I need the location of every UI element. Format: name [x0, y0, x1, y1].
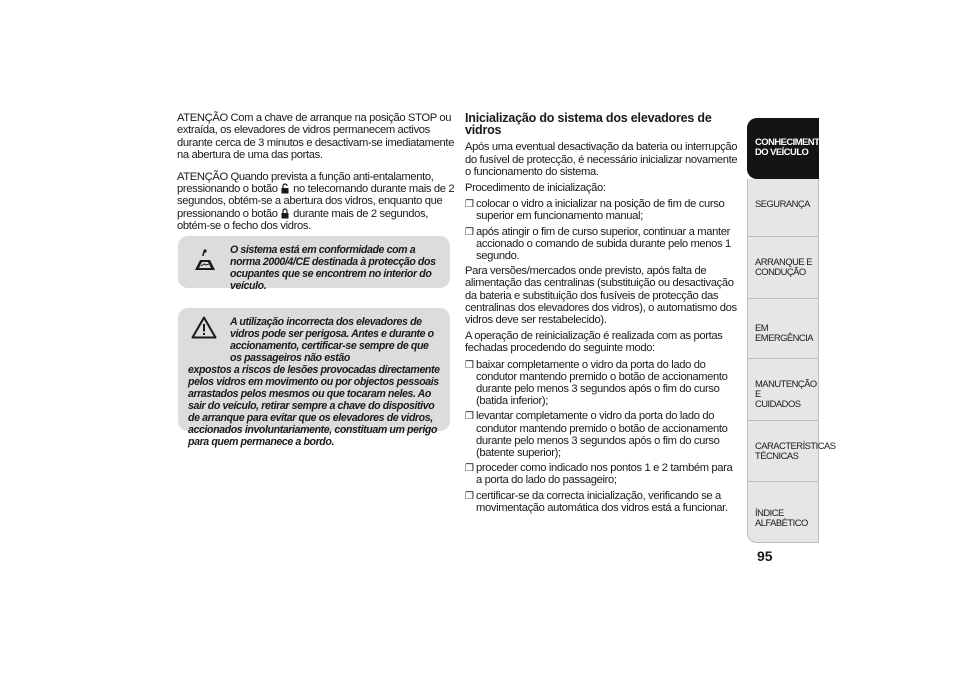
tab-seguranca[interactable]	[747, 179, 819, 237]
bullet-icon: ❒	[465, 463, 474, 475]
warning-triangle-icon	[191, 316, 217, 339]
tab-label: CONDUÇÃO	[755, 266, 806, 277]
attention-text-b: no telecomando durante mais de 2 segundos, obtém-se a abertura dos vidros, enquanto que pressionando o botão	[177, 183, 455, 220]
bullet-icon: ❒	[465, 359, 474, 371]
intro-paragraph: Após uma eventual desactivação da bateria ou interrupção do fusível de protecção, é necessário inicializar novamente o funcionamento do sistema.	[465, 141, 738, 178]
warning-note-text-rest: expostos a riscos de lesões provocadas directamente pelos vidros em movimento ou por objectos pessoais arrastados pelos mesmos ou que tocaram neles. Ao sair do veículo, retirar sempre a chave do dispositivo de arranque para evitar que os elevadores de vidros, accionados involuntariamente, constituam um perigo para quem permanece a bordo.	[188, 364, 440, 448]
attention-text-c: durante mais de 2 segundos, obtém-se o fecho dos vidros.	[177, 207, 428, 233]
tab-label: CONHECIMENTO	[755, 136, 826, 147]
environment-note-text: O sistema está em conformidade com a norma 2000/4/CE destinada à protecção dos ocupantes que se encontrem no interior do veículo.	[230, 244, 436, 292]
right-column	[465, 112, 740, 517]
list-item	[465, 198, 740, 222]
attention-paragraph-1: ATENÇÃO Com a chave de arranque na posição STOP ou extraída, os elevadores de vidros permanecem activos durante cerca de 3 minutos e desactivam-se imediatamente na abertura de uma das portas.	[177, 112, 455, 162]
tab-label: CARACTERÍSTICAS	[755, 440, 836, 451]
versions-paragraph: Para versões/mercados onde previsto, após falta de alimentação das centralinas (substituição ou desactivação da bateria e substituição dos fusíveis de protecção das centralinas dos elevadores dos vidros), o automatismo dos vidros deve ser restabelecido).	[465, 265, 737, 327]
tab-label: DO VEÍCULO	[755, 146, 809, 157]
tab-label: ARRANQUE E	[755, 256, 812, 267]
tab-label: SEGURANÇA	[755, 198, 810, 209]
tab-em-emergencia[interactable]	[747, 299, 819, 359]
lock-closed-icon	[281, 208, 289, 219]
attention-paragraph-2	[177, 171, 457, 233]
tab-label: ÍNDICE ALFABÉTICO	[755, 507, 808, 528]
tab-caracteristicas-tecnicas[interactable]	[747, 421, 836, 482]
tab-label: EM EMERGÊNCIA	[755, 322, 814, 343]
tab-label: MANUTENÇÃO E	[755, 378, 817, 399]
tab-label: CUIDADOS	[755, 398, 801, 409]
list-item-text: certificar-se da correcta inicialização, verificando se a movimentação automática dos vidros está a funcionar.	[476, 489, 728, 514]
list-item	[465, 359, 740, 408]
warning-note-text-first: A utilização incorrecta dos elevadores de vidros pode ser perigosa. Antes e durante o accionamento, certificar-se sempre de que os passageiros não estão	[230, 316, 434, 364]
tab-label: TÉCNICAS	[755, 450, 799, 461]
tab-conhecimento-do-veiculo[interactable]	[747, 118, 826, 179]
bullet-icon: ❒	[465, 226, 474, 238]
attention-text-a: ATENÇÃO Quando prevista a função anti-entalamento, pressionando o botão	[177, 170, 434, 196]
bullet-icon: ❒	[465, 490, 474, 502]
list-item-text: proceder como indicado nos pontos 1 e 2 também para a porta do lado do passageiro;	[476, 462, 733, 487]
environment-note	[178, 236, 450, 292]
bullet-icon: ❒	[465, 199, 474, 211]
list-item-text: colocar o vidro a inicializar na posição de fim de curso superior em funcionamento manual;	[476, 198, 725, 223]
list-item-text: levantar completamente o vidro da porta do lado do condutor mantendo premido o botão de accionamento durante pelo menos 3 segundos após o fim do curso (batente superior);	[476, 410, 728, 460]
environment-icon	[192, 248, 218, 272]
list-item	[465, 226, 740, 263]
list-item	[465, 462, 740, 486]
bullet-icon: ❒	[465, 411, 474, 423]
left-column	[177, 112, 457, 242]
lock-open-icon	[281, 183, 289, 194]
chapter-tabs	[747, 118, 836, 543]
list-item-text: baixar completamente o vidro da porta do lado do condutor mantendo premido o botão de accionamento durante pelo menos 3 segundos após o fim do curso (batida inferior);	[476, 358, 728, 408]
list-item	[465, 410, 740, 459]
tab-indice-alfabetico[interactable]	[747, 482, 819, 543]
section-heading: Inicialização do sistema dos elevadores de vidros	[465, 111, 712, 138]
warning-note	[178, 308, 450, 448]
tab-manutencao-e-cuidados[interactable]	[747, 359, 819, 421]
procedure-label: Procedimento de inicialização:	[465, 182, 606, 195]
page-number: 95	[757, 548, 773, 564]
list-item-text: após atingir o fim de curso superior, continuar a manter accionado o comando de subida durante pelo menos 1 segundo.	[476, 225, 731, 263]
reinit-paragraph: A operação de reinicialização é realizada com as portas fechadas procedendo do seguinte modo:	[465, 330, 723, 355]
tab-arranque-e-conducao[interactable]	[747, 237, 819, 299]
list-item	[465, 490, 740, 514]
